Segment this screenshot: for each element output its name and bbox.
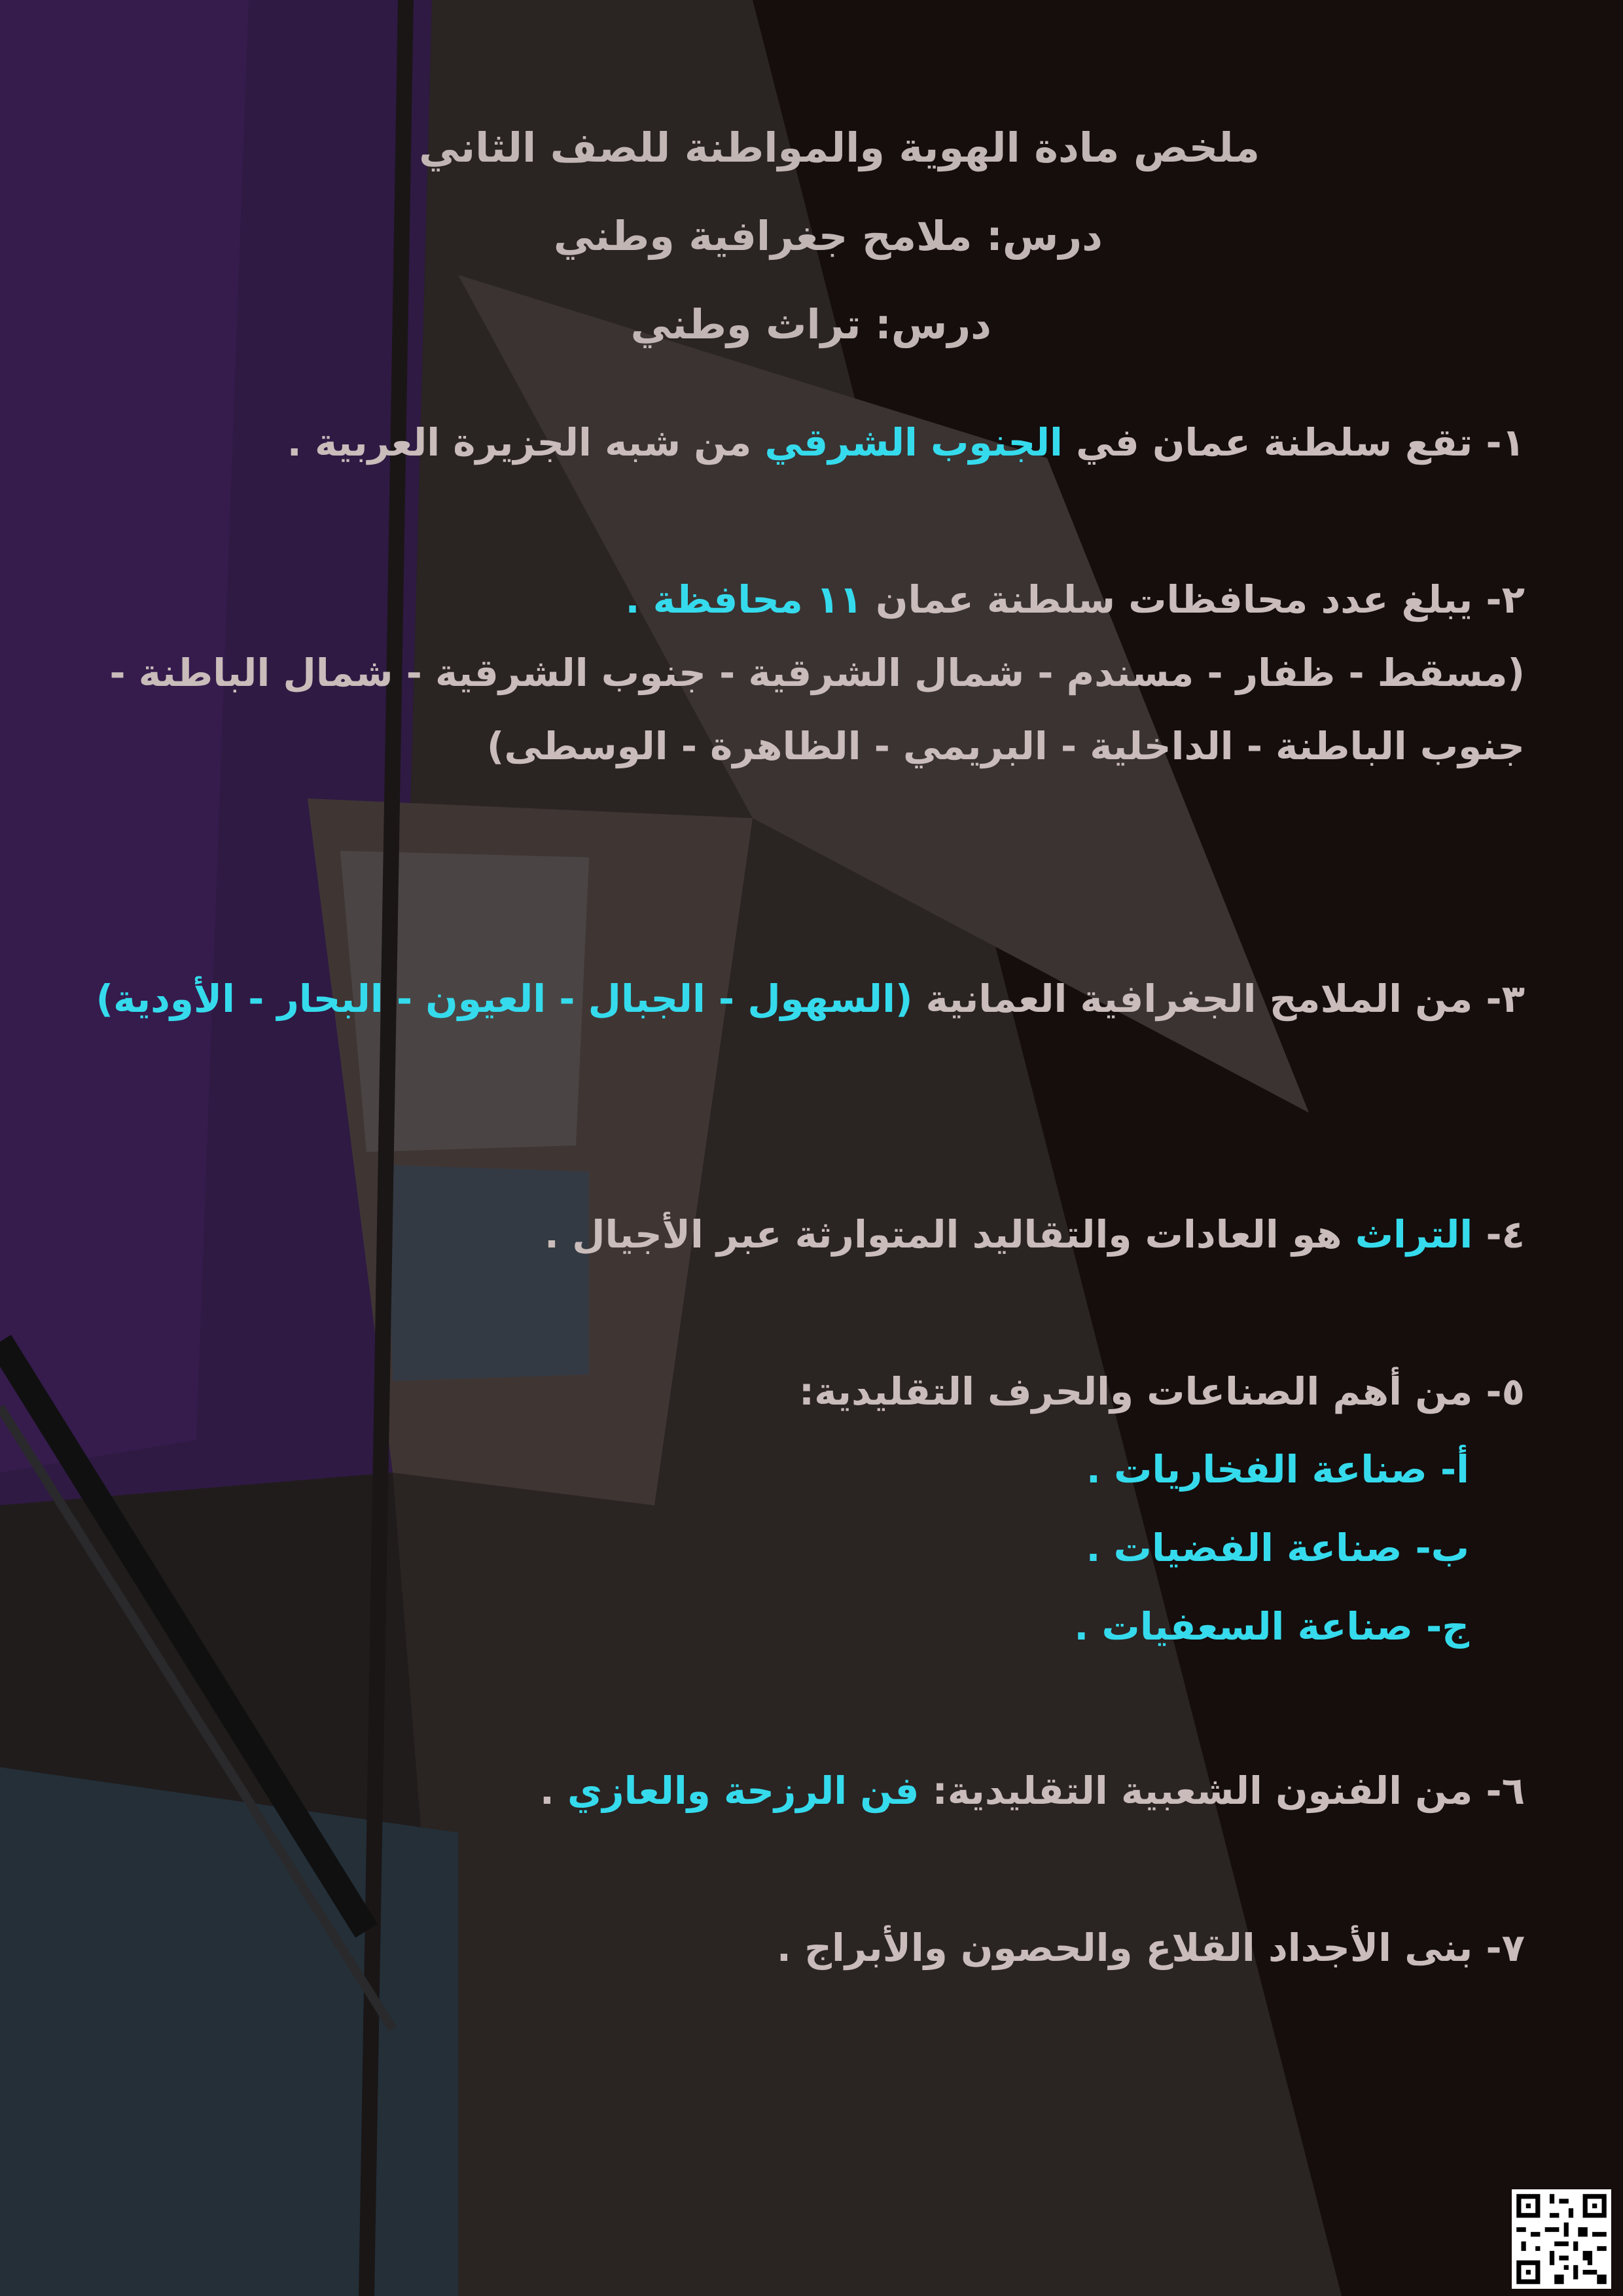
- point-3-text: ٣- من الملامح الجغرافية العمانية: [912, 977, 1525, 1021]
- craft-item: ب- صناعة الفضيات .: [1086, 1526, 1469, 1570]
- point-6-text: ٦- من الفنون الشعبية التقليدية:: [919, 1768, 1525, 1813]
- point-6-text-end: .: [539, 1768, 568, 1813]
- point-4: [72, 1198, 1525, 1271]
- point-4-text: هو العادات والتقاليد المتوارثة عبر الأجيال .: [544, 1212, 1355, 1257]
- point-3: [72, 962, 1525, 1035]
- point-3-highlight: (السهول - الجبال - العيون - البحار - الأودية): [96, 977, 913, 1021]
- point-5: [72, 1355, 1525, 1428]
- point-5-text: ٥- من أهم الصناعات والحرف التقليدية:: [798, 1369, 1525, 1414]
- point-1-highlight: الجنوب الشرقي: [764, 420, 1063, 465]
- governorates-list: (مسقط - ظفار - مسندم - شمال الشرقية - جنوب الشرقية - شمال الباطنة - جنوب الباطنة - الداخلية - البريمي - الظاهرة - الوسطى): [109, 651, 1525, 768]
- craft-item: أ- صناعة الفخاريات .: [1086, 1447, 1469, 1492]
- point-4-highlight: التراث: [1355, 1212, 1473, 1257]
- point-1-text-end: من شبه الجزيرة العربية .: [287, 420, 765, 465]
- point-2-text: ٢- يبلغ عدد محافظات سلطنة عمان: [862, 577, 1525, 622]
- craft-item: ج- صناعة السعفيات .: [1074, 1604, 1469, 1649]
- page-title: ملخص مادة الهوية والمواطنة للصف الثاني: [419, 124, 1260, 171]
- point-4-number: ٤-: [1472, 1212, 1525, 1257]
- point-7-text: ٧- بنى الأجداد القلاع والحصون والأبراج .: [776, 1926, 1525, 1970]
- point-1-text: ١- تقع سلطنة عمان في: [1062, 420, 1525, 465]
- point-6: [72, 1754, 1525, 1827]
- lesson-title-geography: درس: ملامح جغرافية وطني: [553, 212, 1103, 260]
- point-2: [72, 563, 1525, 783]
- lesson-title-heritage: درس: تراث وطني: [630, 300, 991, 348]
- point-6-highlight: فن الرزحة والعازي: [567, 1768, 919, 1813]
- point-1: [72, 406, 1525, 479]
- point-7: [72, 1911, 1525, 1984]
- point-2-highlight: ١١ محافظة .: [625, 577, 863, 622]
- qr-code-icon[interactable]: [1512, 2189, 1611, 2289]
